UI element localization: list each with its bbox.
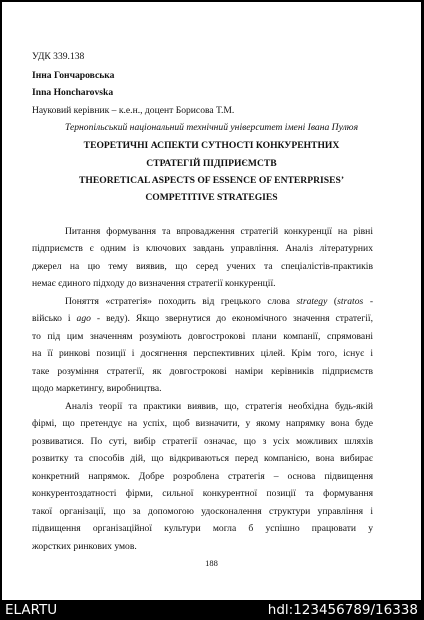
paragraph-3-line: розвитку та способів дій, що відкриваються перед компанією, вона вибирає (32, 453, 373, 464)
paragraph-3-line: конкурентоздатності фірми, сильної конкурентної позиції та формування (32, 488, 373, 499)
paragraph-2-line: Поняття «стратегія» походить від грецького слова strategy (stratos - (65, 296, 374, 307)
title-ukrainian-line-2: СТРАТЕГІЙ ПІДПРИЄМСТВ (146, 158, 277, 169)
paragraph-3-line: фірмі, що претендує на успіх, щоб визначити, у якому напрямку вона буде (32, 418, 373, 429)
paragraph-3-line: такої організації, що за допомогою удосконалення структури управління і (32, 506, 373, 517)
paragraph-2-line: військо і ago - веду). Якщо звернутися до економічного значення стратегії, (32, 313, 373, 324)
paragraph-3-line: жорстких ринкових умов. (32, 541, 137, 552)
paragraph-1-line: Питання формування та впровадження стратегій конкуренції на рівні (65, 226, 373, 237)
paragraph-1-line: немає єдиного підходу до визначення стратегії конкуренції. (32, 278, 276, 289)
paragraph-3-line: підвищення організаційної культури могла б успішно працювати у (32, 523, 373, 534)
scientific-advisor: Науковий керівник – к.е.н., доцент Борисова Т.М. (32, 105, 235, 116)
paragraph-1-line: підприємств є одним із ключових завдань управління. Аналіз літературних (32, 243, 373, 254)
paragraph-3-line: розвиватися. По суті, вибір стратегії означає, що з усіх можливих шляхів (32, 436, 373, 447)
paragraph-3-line: конкретний напрямок. Добре розроблена стратегія – основа підвищення (32, 471, 373, 482)
paragraph-2-line: таке розуміння стратегії, як довгострокові наміри керівників підприємств (32, 366, 373, 377)
paragraph-2-line: щодо маркетингу, виробництва. (32, 383, 162, 394)
author-english: Inna Honcharovska (32, 87, 114, 98)
paragraph-2-line: то під цим значенням розуміють довгострокові плани компанії, спрямовані (32, 331, 373, 342)
title-ukrainian-line-1: ТЕОРЕТИЧНІ АСПЕКТИ СУТНОСТІ КОНКУРЕНТНИХ (83, 140, 340, 151)
title-english-line-2: COMPETITIVE STRATEGIES (145, 192, 278, 203)
document-page (2, 2, 421, 600)
udk-code: УДК 339.138 (32, 51, 85, 62)
title-english-line-1: THEORETICAL ASPECTS OF ESSENCE OF ENTERPRISES’ (78, 175, 345, 186)
repository-footer (0, 600, 424, 620)
page-number: 188 (205, 558, 218, 568)
paragraph-2-line: на її ринкові позиції і досягнення перспективних цілей. Крім того, існує і (32, 348, 373, 359)
affiliation: Тернопільський національний технічний університет імені Івана Пулюя (64, 122, 359, 133)
repository-name: ELARTU (5, 602, 58, 618)
paragraph-3-line: Аналіз теорії та практики виявив, що, стратегія необхідна будь-якій (65, 401, 373, 412)
paragraph-1-line: джерел на цю тему виявив, що серед учених та спеціалістів-практиків (32, 261, 373, 272)
author-ukrainian: Інна Гончаровська (32, 70, 115, 81)
handle-identifier[interactable]: hdl:123456789/16338 (267, 602, 418, 618)
